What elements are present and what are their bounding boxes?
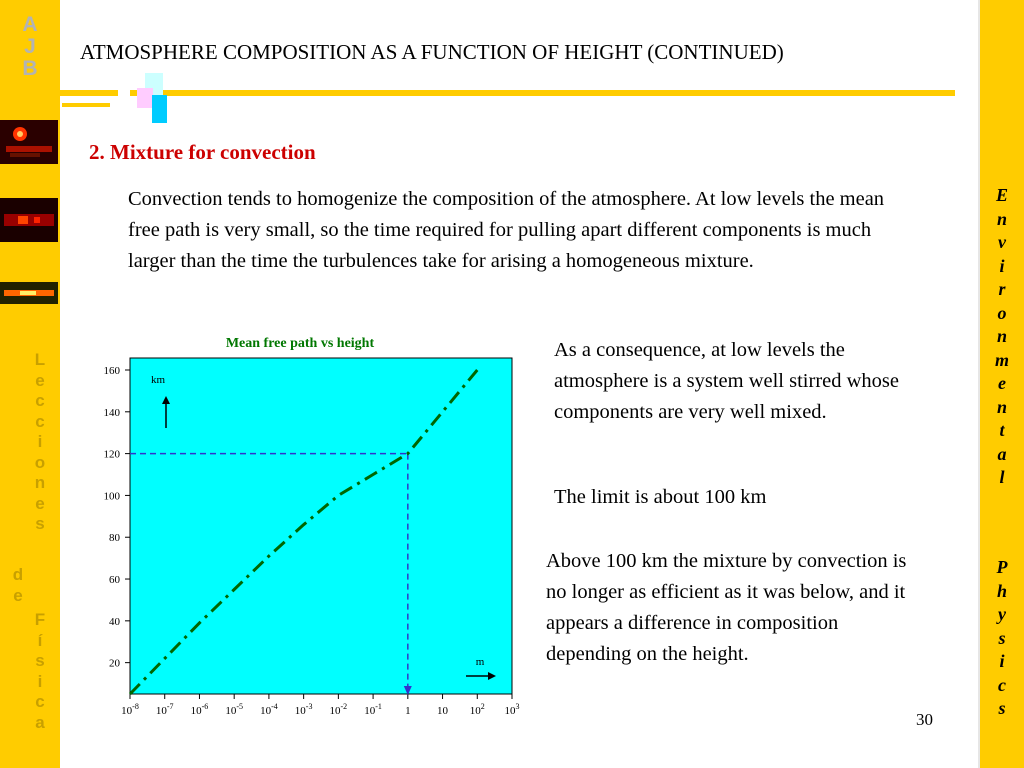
decorative-bar xyxy=(62,103,110,107)
consequence-paragraph: As a consequence, at low levels the atmosphere is a system well stirred whose components are very well mixed. xyxy=(554,339,900,423)
spectrum-thumbnail xyxy=(0,282,58,304)
logo-letter: J xyxy=(24,35,36,58)
x-tick-label: $10^3$ xyxy=(504,702,520,717)
y-tick-label: 140 xyxy=(103,406,120,419)
above-paragraph: Above 100 km the mixture by convection is no longer as efficient as it was below, and it appears a difference in composition depending on the height. xyxy=(546,550,907,665)
y-tick-label: 80 xyxy=(109,532,120,545)
page-number: 30 xyxy=(916,710,933,729)
y-tick-label: 60 xyxy=(109,574,120,587)
slide-title: ATMOSPHERE COMPOSITION AS A FUNCTION OF HEIGHT (CONTINUED) xyxy=(80,40,784,64)
x-tick-label: 1 xyxy=(405,705,411,717)
y-tick-label: 20 xyxy=(109,657,120,670)
x-tick-label: $10^{-6}$ xyxy=(190,702,209,717)
spectrum-thumbnail xyxy=(0,198,58,242)
limit-paragraph: The limit is about 100 km xyxy=(554,486,767,508)
x-axis-label: m xyxy=(475,656,485,668)
right-sidebar xyxy=(978,0,1024,768)
x-tick-label: $10^{-3}$ xyxy=(294,702,313,717)
x-tick-label: $10^{-5}$ xyxy=(225,702,244,717)
spectrum-thumbnail xyxy=(0,120,58,164)
mean-free-path-chart xyxy=(90,355,530,725)
lecciones-label: L e c c i o n e s xyxy=(34,350,46,533)
y-tick-label: 120 xyxy=(103,448,120,461)
logo-letter: A xyxy=(22,13,38,36)
y-axis-label: km xyxy=(150,374,166,386)
fisica-label: F í s i c a xyxy=(34,610,46,732)
x-tick-label: $10^{-8}$ xyxy=(121,702,139,717)
x-tick-label: 10 xyxy=(437,705,449,717)
x-tick-label: $10^{-7}$ xyxy=(155,702,174,717)
ajb-logo xyxy=(0,14,60,80)
decorative-square xyxy=(152,95,167,123)
intro-paragraph: Convection tends to homogenize the composition of the atmosphere. At low levels the mean free path is very small, so the time required for pulling apart different components is much larger than the time the turbulences take for arising a homogeneous mixture. xyxy=(128,188,885,272)
x-tick-label: $10^{-4}$ xyxy=(260,702,278,717)
left-sidebar xyxy=(0,0,60,768)
y-tick-label: 40 xyxy=(109,615,120,628)
x-tick-label: $10^{-1}$ xyxy=(364,702,382,717)
decorative-gap xyxy=(118,90,130,96)
de-label: d e xyxy=(12,565,24,605)
y-tick-label: 160 xyxy=(103,365,120,377)
title-divider xyxy=(58,90,955,96)
x-tick-label: $10^{-2}$ xyxy=(329,702,348,717)
section-heading: 2. Mixture for convection xyxy=(89,140,316,164)
x-tick-label: $10^2$ xyxy=(469,702,485,717)
y-tick-label: 100 xyxy=(103,490,120,503)
decorative-square xyxy=(137,88,153,108)
environmental-label: E n v i r o n m e n t a l xyxy=(994,185,1009,487)
chart-title: Mean free path vs height xyxy=(225,336,375,351)
plot-area xyxy=(130,358,512,694)
physics-label: P h y s i c s xyxy=(996,557,1008,718)
logo-letter: B xyxy=(22,57,38,80)
